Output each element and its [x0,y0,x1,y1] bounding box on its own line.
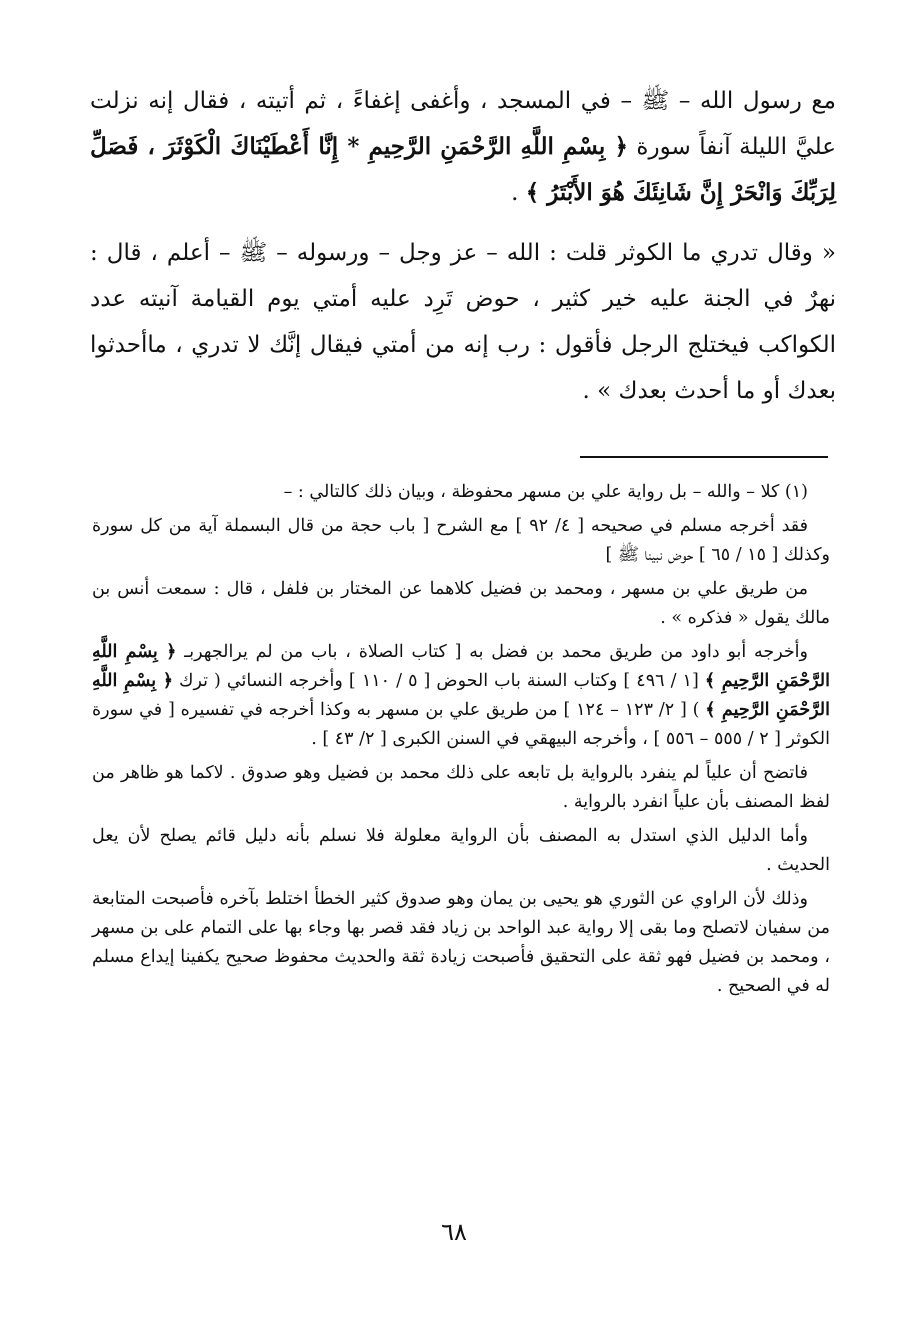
footnote-text: وأخرجه أبو داود من طريق محمد بن فضل به [ كتاب الصلاة ، باب من لم يرالجهربـ [176,642,808,662]
footnote-text: [١ / ٤٩٦ ] وكتاب السنة باب الحوض [ ٥ / ١١٠ ] وأخرجه النسائي ( ترك [172,671,705,691]
footnote-paragraph: وأما الدليل الذي استدل به المصنف بأن الرواية معلولة فلا نسلم بأنه دليل قائم يصلح لأن يعل الحديث . [92,826,830,875]
page-number: ٦٨ [441,1218,467,1246]
footnote-paragraph [92,638,830,754]
footnote-paragraph: من طريق علي بن مسهر ، ومحمد بن فضيل كلاهما عن المختار بن فلفل ، قال : سمعت أنس بن مالك يقول « فذكره » . [92,579,830,628]
main-paragraph [90,78,836,216]
footnote-paragraph: (١) كلا – والله – بل رواية علي بن مسهر محفوظة ، وبيان ذلك كالتالي : – [283,482,808,502]
quran-verse: ﴿ بِسْمِ اللَّهِ الرَّحْمَنِ الرَّحِيمِ * إِنَّا أَعْطَيْنَاكَ الْكَوْثَرَ ، فَصَلِّ لِرَبِّكَ وَانْحَرْ إِنَّ شَانِئَكَ هُوَ الأَبْتَرُ ﴾ [90,133,836,206]
footnotes [92,478,830,1001]
paragraph-text: مع رسول الله – ﷺ – في المسجد ، وأغفى إغفاءً ، ثم أتيته ، فقال إنه نزلت عليَّ الليلة آنفاً سورة [90,88,836,160]
paragraph-end: . [511,180,526,206]
main-text [90,78,836,414]
footnote-text: ) [ ٢/ ١٢٣ – ١٢٤ ] من طريق علي بن مسهر به وكذا أخرجه في تفسيره [ في سورة الكوثر [ ٢ / ٥٥٥ – ٥٥٦ ] ، وأخرجه البيهقي في السنن الكبرى [ ٢/ ٤٣ ] . [92,700,830,749]
footnote-paragraph: فقد أخرجه مسلم في صحيحه [ ٤/ ٩٢ ] مع الشرح [ باب حجة من قال البسملة آية من كل سورة وكذلك [ ١٥ / ٦٥ ] حوض نبينا ﷺ ] [92,516,830,565]
footnote-paragraph: وذلك لأن الراوي عن الثوري هو يحيى بن يمان وهو صدوق كثير الخطأ اختلط بآخره فأصبحت المتابعة من سفيان لاتصلح وما بقى إلا رواية عبد الواحد بن زياد فقد قصر بها وجاء بها على التمام على بن مسهر ، ومحمد بن فضيل فهو ثقة على التحقيق فأصبحت زيادة ثقة والحديث محفوظ صحيح يكفينا إيداع مسلم له في الصحيح . [92,889,830,996]
main-paragraph: « وقال تدري ما الكوثر قلت : الله – عز وجل – ورسوله – ﷺ – أعلم ، قال : نهرٌ في الجنة عليه خير كثير ، حوض تَرِد عليه أمتي يوم القيامة آنيته عدد الكواكب فيختلج الرجل فأقول : رب إنه من أمتي فيقال إنَّك لا تدري ، ماأحدثوا بعدك أو ما أحدث بعدك » . [90,240,836,404]
quran-verse: ﴿ بِسْمِ اللَّهِ الرَّحْمَنِ الرَّحِيمِ ﴾ [92,671,830,720]
quran-verse: ﴿ بِسْمِ اللَّهِ الرَّحْمَنِ الرَّحِيمِ ﴾ [92,642,830,691]
footnote-divider [580,456,828,458]
footnote-paragraph: فاتضح أن علياً لم ينفرد بالرواية بل تابعه على ذلك محمد بن فضيل وهو صدوق . لاكما هو ظاهر من لفظ المصنف بأن علياً انفرد بالرواية . [92,763,830,812]
